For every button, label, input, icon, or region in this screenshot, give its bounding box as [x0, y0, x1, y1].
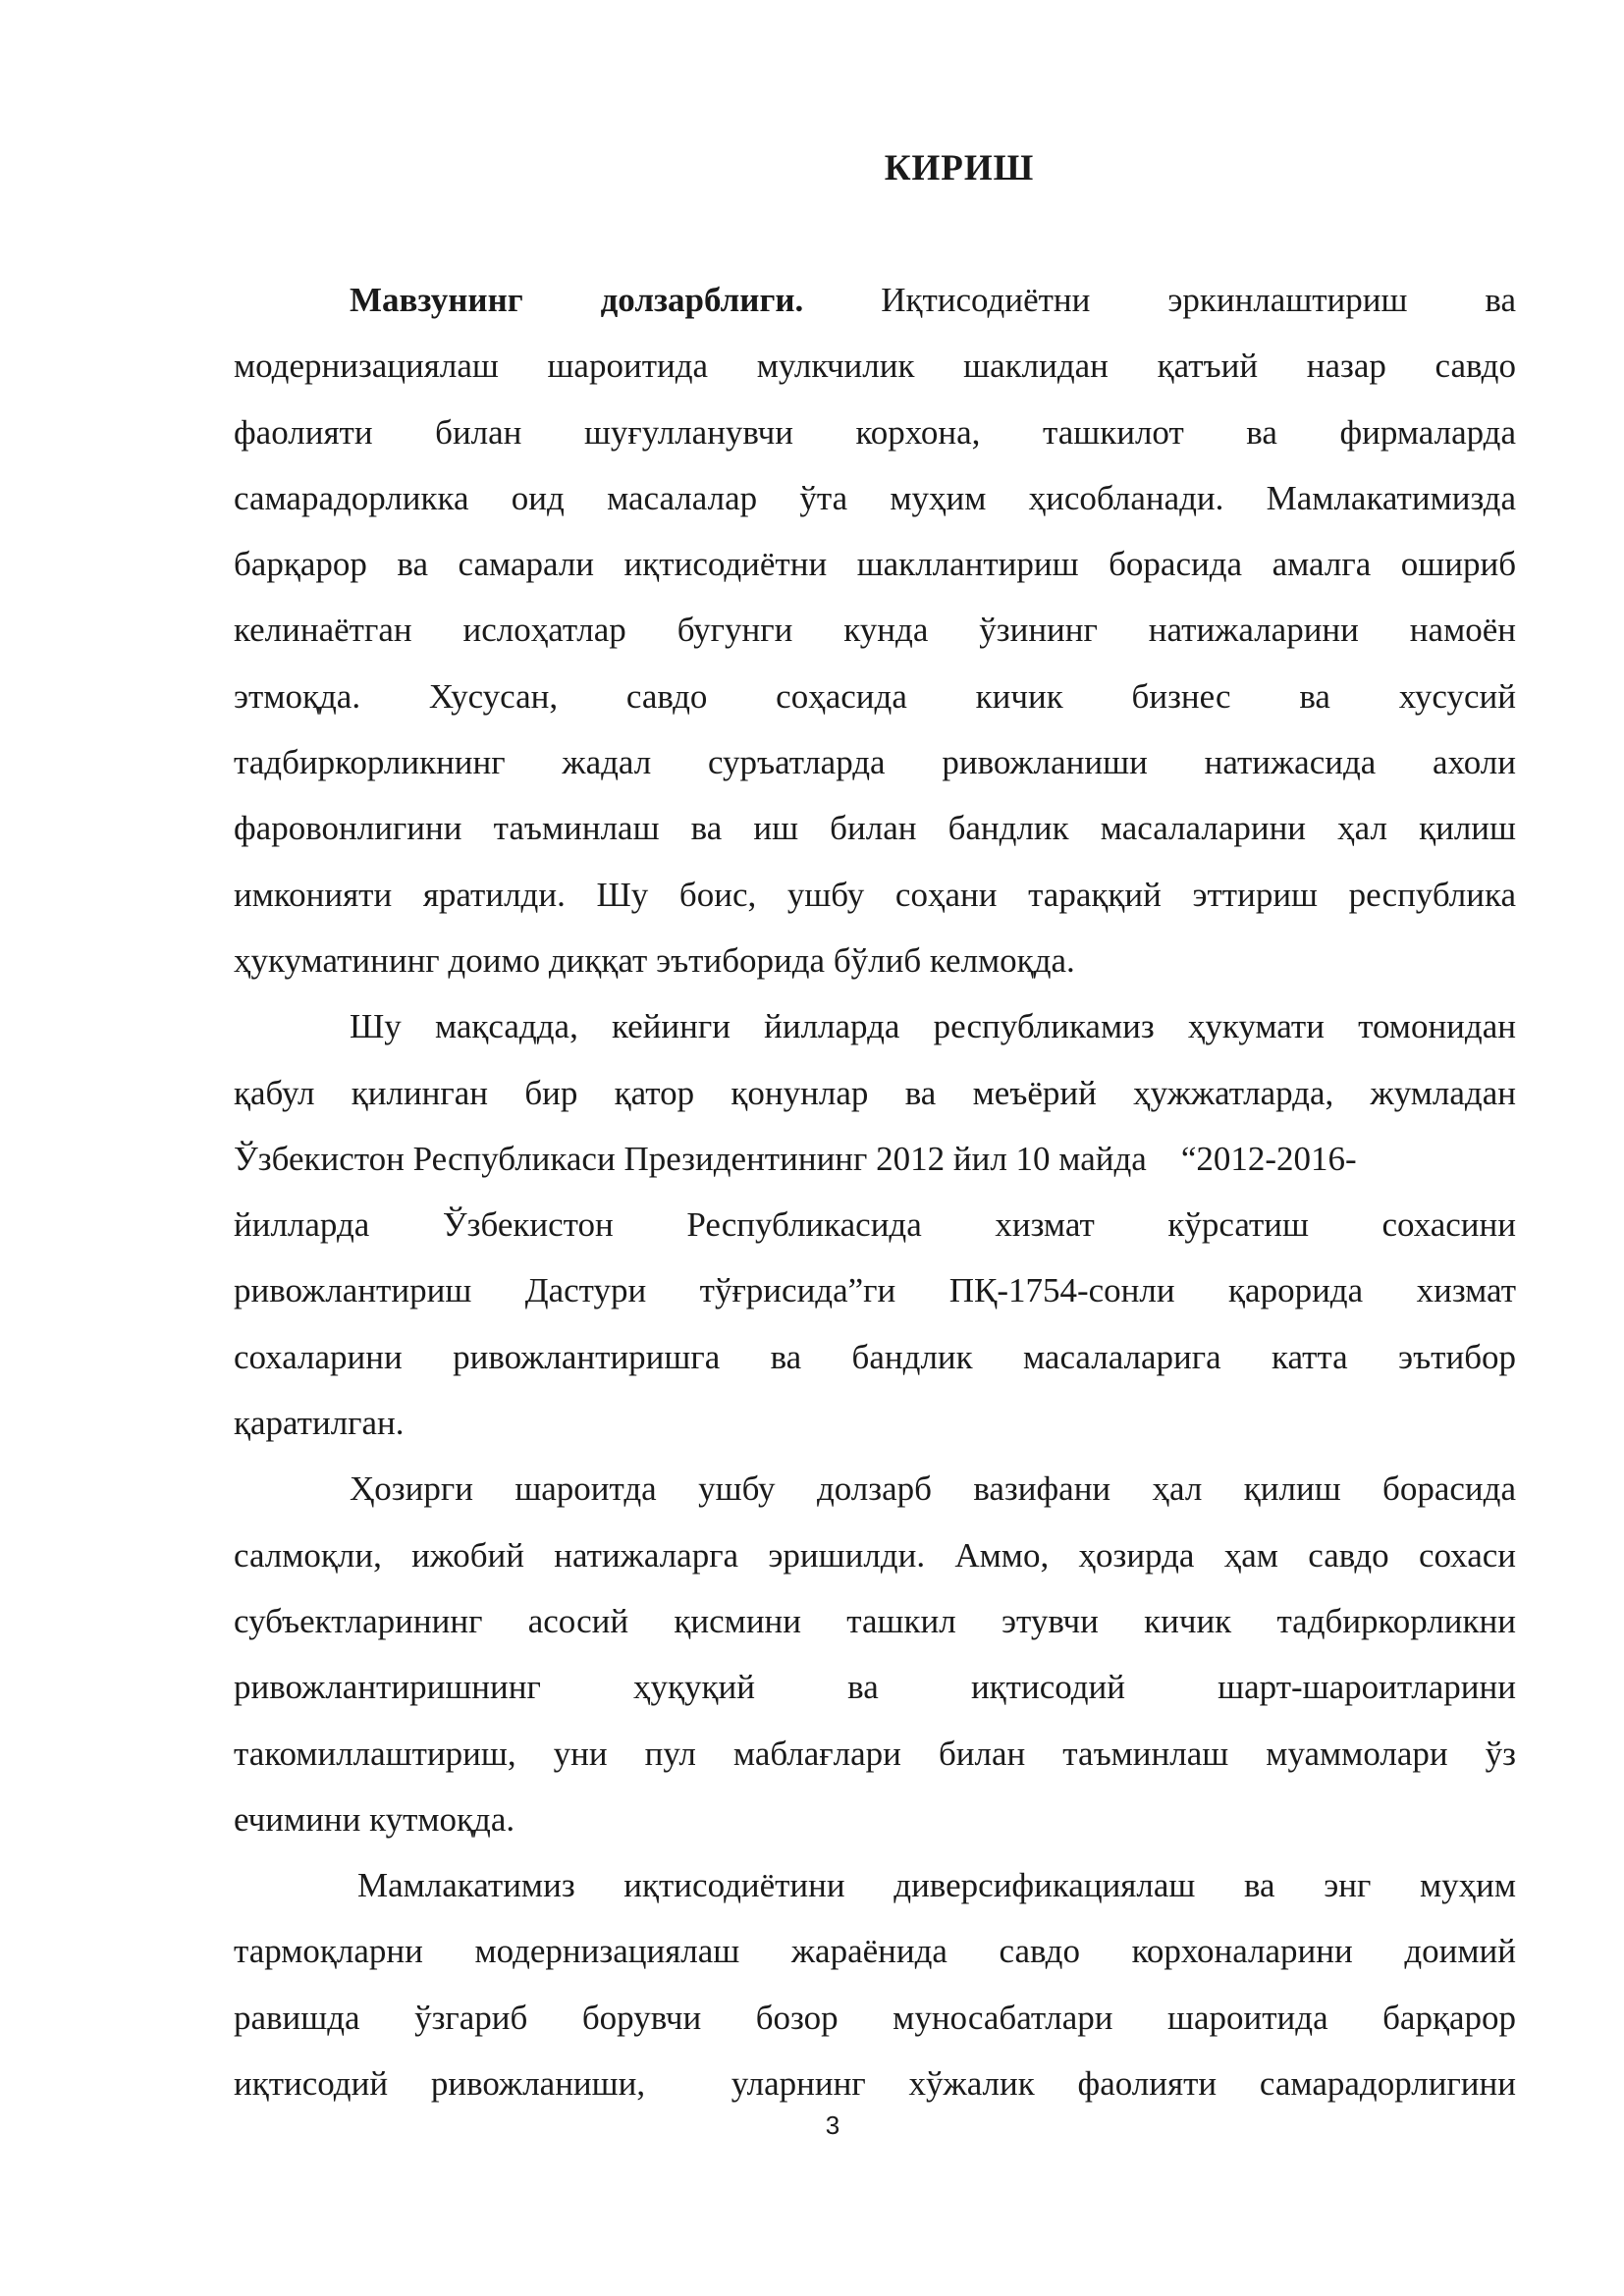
text-line: субъектларининг асосий қисмини ташкил этувчи кичик тадбиркорликни	[234, 1601, 1516, 1640]
text-line: тармоқларни модернизациялаш жараёнида савдо корхоналарини доимий	[234, 1932, 1516, 1971]
text-line: қабул қилинган бир қатор қонунлар ва меъёрий ҳужжатларда, жумладан	[234, 1073, 1516, 1112]
text-line: ҳукуматининг доимо диққат эътиборида бўлиб келмоқда.	[234, 940, 1075, 980]
text-line: ривожлантиришнинг ҳуқуқий ва иқтисодий шарт-шароитларини	[234, 1668, 1516, 1707]
text-line: Ҳозирги шароитда ушбу долзарб вазифани ҳал қилиш борасида	[350, 1469, 1516, 1509]
text-line: такомиллаштириш, уни пул маблағлари билан таъминлаш муаммолари ўз	[234, 1734, 1516, 1773]
paragraph-relevance	[234, 267, 1516, 993]
text-line: сохаларини ривожлантиришга ва бандлик масалаларига катта эътибор	[234, 1337, 1516, 1376]
text-line: Шу мақсадда, кейинги йилларда республикамиз ҳукумати томонидан	[350, 1007, 1516, 1046]
text-line: салмоқли, ижобий натижаларга эришилди. Аммо, ҳозирда ҳам савдо сохаси	[234, 1535, 1516, 1575]
text-line: этмоқда. Хусусан, савдо соҳасида кичик бизнес ва хусусий	[234, 676, 1516, 716]
text-line: имконияти яратилди. Шу боис, ушбу соҳани тараққий эттириш республика	[234, 875, 1516, 914]
text-line: ечимини кутмоқда.	[234, 1799, 515, 1839]
text-line: барқарор ва самарали иқтисодиётни шакллантириш борасида амалга ошириб	[234, 545, 1516, 584]
page-title: КИРИШ	[884, 148, 1035, 188]
page-number: 3	[825, 2110, 840, 2140]
text-line: йилларда Ўзбекистон Республикасида хизмат кўрсатиш сохасини	[234, 1205, 1516, 1245]
paragraph-current-conditions	[234, 1456, 1516, 1852]
paragraph-legislation	[234, 993, 1516, 1456]
document-body	[234, 267, 1516, 2116]
text-line: ривожлантириш Дастури тўғрисида”ги ПҚ-1754-сонли қарорида хизмат	[234, 1271, 1516, 1310]
text-line: келинаётган ислоҳатлар бугунги кунда ўзининг натижаларини намоён	[234, 611, 1516, 650]
section-lead-bold: Мавзунинг долзарблиги.	[350, 281, 804, 319]
text-line	[234, 267, 1516, 333]
text-line: иқтисодий ривожланиши, уларнинг хўжалик фаолияти самарадорлигини	[234, 2064, 1516, 2104]
text-line: модернизациялаш шароитида мулкчилик шаклидан қатъий назар савдо	[234, 347, 1516, 386]
text-line: самарадорликка оид масалалар ўта муҳим ҳисобланади. Мамлакатимизда	[234, 478, 1516, 517]
text-line: фаолияти билан шуғулланувчи корхона, ташкилот ва фирмаларда	[234, 412, 1516, 452]
text-line: қаратилган.	[234, 1404, 405, 1443]
text-line-content: Иқтисодиётни эркинлаштириш ва	[881, 281, 1516, 319]
text-line: тадбиркорликнинг жадал суръатларда ривожланиши натижасида ахоли	[234, 743, 1516, 782]
text-line: фаровонлигини таъминлаш ва иш билан бандлик масалаларини ҳал қилиш	[234, 809, 1516, 848]
text-line: равишда ўзгариб борувчи бозор муносабатлари шароитида барқарор	[234, 1998, 1516, 2037]
text-line: Мамлакатимиз иқтисодиётини диверсификациялаш ва энг муҳим	[357, 1866, 1516, 1905]
text-line: Ўзбекистон Республикаси Президентининг 2012 йил 10 майда “2012-2016-	[234, 1139, 1357, 1178]
paragraph-diversification	[234, 1852, 1516, 2116]
